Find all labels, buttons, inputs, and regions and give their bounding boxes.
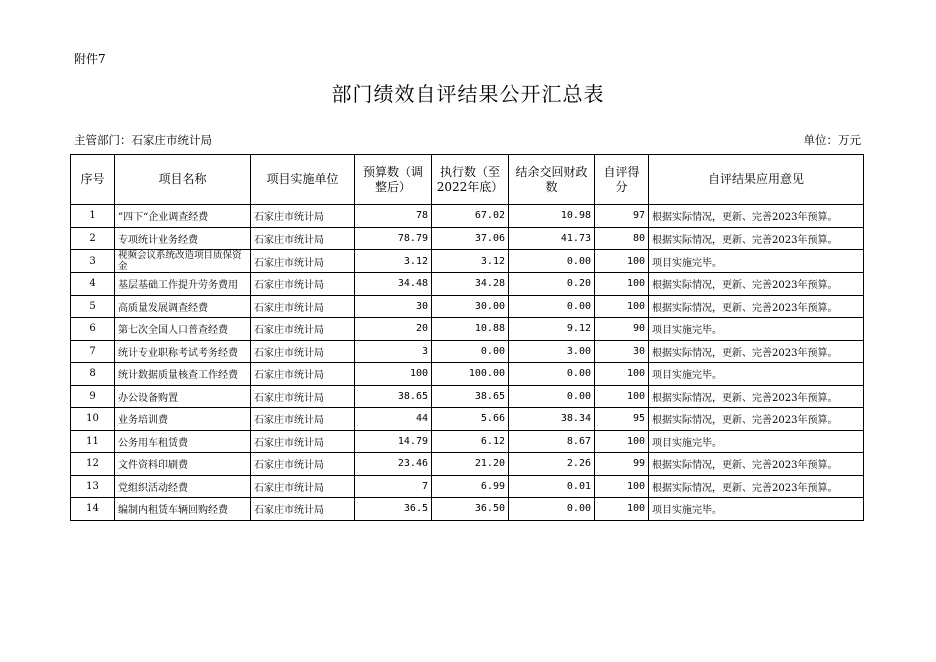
cell-idx: 4 bbox=[71, 273, 115, 296]
cell-unit: 石家庄市统计局 bbox=[251, 430, 355, 453]
cell-score: 100 bbox=[595, 295, 649, 318]
cell-unit: 石家庄市统计局 bbox=[251, 340, 355, 363]
cell-unit: 石家庄市统计局 bbox=[251, 273, 355, 296]
cell-opinion: 根据实际情况，更新、完善2023年预算。 bbox=[649, 205, 864, 228]
cell-executed: 3.12 bbox=[432, 250, 509, 273]
cell-returned: 38.34 bbox=[509, 408, 595, 431]
cell-unit: 石家庄市统计局 bbox=[251, 453, 355, 476]
cell-budget: 30 bbox=[355, 295, 432, 318]
cell-opinion: 项目实施完毕。 bbox=[649, 430, 864, 453]
cell-opinion: 项目实施完毕。 bbox=[649, 318, 864, 341]
header-unit: 项目实施单位 bbox=[251, 155, 355, 205]
table-row bbox=[71, 205, 864, 228]
table-row bbox=[71, 318, 864, 341]
cell-project-name: 统计专业职称考试考务经费 bbox=[115, 340, 251, 363]
cell-unit: 石家庄市统计局 bbox=[251, 227, 355, 250]
cell-budget: 78 bbox=[355, 205, 432, 228]
cell-budget: 20 bbox=[355, 318, 432, 341]
cell-unit: 石家庄市统计局 bbox=[251, 408, 355, 431]
cell-budget: 3 bbox=[355, 340, 432, 363]
cell-executed: 100.00 bbox=[432, 363, 509, 386]
cell-idx: 9 bbox=[71, 385, 115, 408]
cell-budget: 36.5 bbox=[355, 498, 432, 521]
table-row bbox=[71, 340, 864, 363]
cell-idx: 12 bbox=[71, 453, 115, 476]
cell-idx: 7 bbox=[71, 340, 115, 363]
cell-idx: 11 bbox=[71, 430, 115, 453]
cell-executed: 0.00 bbox=[432, 340, 509, 363]
table-row bbox=[71, 385, 864, 408]
cell-returned: 41.73 bbox=[509, 227, 595, 250]
cell-executed: 21.20 bbox=[432, 453, 509, 476]
cell-executed: 6.99 bbox=[432, 475, 509, 498]
cell-returned: 0.00 bbox=[509, 385, 595, 408]
cell-returned: 9.12 bbox=[509, 318, 595, 341]
header-executed: 执行数（至2022年底） bbox=[432, 155, 509, 205]
cell-returned: 0.00 bbox=[509, 250, 595, 273]
table-row bbox=[71, 430, 864, 453]
cell-score: 100 bbox=[595, 430, 649, 453]
cell-opinion: 根据实际情况，更新、完善2023年预算。 bbox=[649, 408, 864, 431]
cell-idx: 6 bbox=[71, 318, 115, 341]
table-row bbox=[71, 453, 864, 476]
cell-opinion: 根据实际情况，更新、完善2023年预算。 bbox=[649, 227, 864, 250]
cell-unit: 石家庄市统计局 bbox=[251, 385, 355, 408]
cell-score: 100 bbox=[595, 385, 649, 408]
cell-opinion: 根据实际情况，更新、完善2023年预算。 bbox=[649, 475, 864, 498]
cell-budget: 14.79 bbox=[355, 430, 432, 453]
table-row bbox=[71, 273, 864, 296]
cell-opinion: 项目实施完毕。 bbox=[649, 498, 864, 521]
cell-score: 100 bbox=[595, 273, 649, 296]
cell-budget: 7 bbox=[355, 475, 432, 498]
cell-opinion: 根据实际情况，更新、完善2023年预算。 bbox=[649, 273, 864, 296]
attachment-label: 附件7 bbox=[74, 52, 106, 66]
header-score: 自评得分 bbox=[595, 155, 649, 205]
cell-opinion: 项目实施完毕。 bbox=[649, 363, 864, 386]
cell-idx: 3 bbox=[71, 250, 115, 273]
cell-project-name: ”四下“企业调查经费 bbox=[115, 205, 251, 228]
cell-project-name: 编制内租赁车辆回购经费 bbox=[115, 498, 251, 521]
cell-score: 100 bbox=[595, 250, 649, 273]
header-opinion: 自评结果应用意见 bbox=[649, 155, 864, 205]
cell-returned: 0.00 bbox=[509, 363, 595, 386]
cell-returned: 0.01 bbox=[509, 475, 595, 498]
cell-budget: 3.12 bbox=[355, 250, 432, 273]
cell-opinion: 根据实际情况，更新、完善2023年预算。 bbox=[649, 453, 864, 476]
cell-opinion: 根据实际情况，更新、完善2023年预算。 bbox=[649, 385, 864, 408]
table-header-row bbox=[71, 155, 864, 205]
cell-idx: 2 bbox=[71, 227, 115, 250]
cell-unit: 石家庄市统计局 bbox=[251, 498, 355, 521]
cell-executed: 30.00 bbox=[432, 295, 509, 318]
cell-returned: 0.00 bbox=[509, 498, 595, 521]
cell-project-name: 专项统计业务经费 bbox=[115, 227, 251, 250]
header-name: 项目名称 bbox=[115, 155, 251, 205]
cell-returned: 0.20 bbox=[509, 273, 595, 296]
cell-project-name: 党组织活动经费 bbox=[115, 475, 251, 498]
cell-budget: 78.79 bbox=[355, 227, 432, 250]
cell-idx: 1 bbox=[71, 205, 115, 228]
cell-score: 100 bbox=[595, 363, 649, 386]
cell-project-name: 业务培训费 bbox=[115, 408, 251, 431]
cell-unit: 石家庄市统计局 bbox=[251, 295, 355, 318]
cell-score: 95 bbox=[595, 408, 649, 431]
cell-executed: 10.88 bbox=[432, 318, 509, 341]
cell-returned: 2.26 bbox=[509, 453, 595, 476]
table-row bbox=[71, 475, 864, 498]
cell-project-name: 视频会议系统改造项目质保资金 bbox=[115, 250, 251, 273]
cell-returned: 10.98 bbox=[509, 205, 595, 228]
cell-score: 97 bbox=[595, 205, 649, 228]
cell-score: 100 bbox=[595, 498, 649, 521]
cell-idx: 10 bbox=[71, 408, 115, 431]
table-row bbox=[71, 295, 864, 318]
cell-executed: 5.66 bbox=[432, 408, 509, 431]
header-returned: 结余交回财政数 bbox=[509, 155, 595, 205]
cell-budget: 100 bbox=[355, 363, 432, 386]
cell-score: 90 bbox=[595, 318, 649, 341]
cell-executed: 34.28 bbox=[432, 273, 509, 296]
cell-project-name: 基层基础工作提升劳务费用 bbox=[115, 273, 251, 296]
header-idx: 序号 bbox=[71, 155, 115, 205]
cell-unit: 石家庄市统计局 bbox=[251, 250, 355, 273]
cell-score: 99 bbox=[595, 453, 649, 476]
cell-returned: 3.00 bbox=[509, 340, 595, 363]
cell-opinion: 根据实际情况，更新、完善2023年预算。 bbox=[649, 295, 864, 318]
cell-returned: 8.67 bbox=[509, 430, 595, 453]
cell-budget: 23.46 bbox=[355, 453, 432, 476]
cell-opinion: 项目实施完毕。 bbox=[649, 250, 864, 273]
cell-returned: 0.00 bbox=[509, 295, 595, 318]
cell-score: 30 bbox=[595, 340, 649, 363]
table-row bbox=[71, 227, 864, 250]
cell-score: 80 bbox=[595, 227, 649, 250]
table-row bbox=[71, 250, 864, 273]
cell-executed: 37.06 bbox=[432, 227, 509, 250]
cell-project-name: 第七次全国人口普查经费 bbox=[115, 318, 251, 341]
cell-budget: 38.65 bbox=[355, 385, 432, 408]
cell-project-name: 公务用车租赁费 bbox=[115, 430, 251, 453]
cell-project-name: 办公设备购置 bbox=[115, 385, 251, 408]
table-row bbox=[71, 498, 864, 521]
cell-idx: 13 bbox=[71, 475, 115, 498]
cell-idx: 5 bbox=[71, 295, 115, 318]
cell-budget: 44 bbox=[355, 408, 432, 431]
cell-unit: 石家庄市统计局 bbox=[251, 318, 355, 341]
cell-executed: 67.02 bbox=[432, 205, 509, 228]
cell-budget: 34.48 bbox=[355, 273, 432, 296]
table-row bbox=[71, 408, 864, 431]
cell-project-name: 统计数据质量核查工作经费 bbox=[115, 363, 251, 386]
cell-unit: 石家庄市统计局 bbox=[251, 363, 355, 386]
cell-executed: 38.65 bbox=[432, 385, 509, 408]
cell-opinion: 根据实际情况，更新、完善2023年预算。 bbox=[649, 340, 864, 363]
cell-unit: 石家庄市统计局 bbox=[251, 205, 355, 228]
cell-score: 100 bbox=[595, 475, 649, 498]
cell-project-name: 高质量发展调查经费 bbox=[115, 295, 251, 318]
page-title: 部门绩效自评结果公开汇总表 bbox=[331, 82, 605, 106]
department-label: 主管部门：石家庄市统计局 bbox=[74, 133, 212, 147]
cell-executed: 36.50 bbox=[432, 498, 509, 521]
cell-unit: 石家庄市统计局 bbox=[251, 475, 355, 498]
cell-project-name: 文件资料印刷费 bbox=[115, 453, 251, 476]
header-budget: 预算数（调整后） bbox=[355, 155, 432, 205]
table-row bbox=[71, 363, 864, 386]
summary-table bbox=[70, 154, 864, 521]
cell-executed: 6.12 bbox=[432, 430, 509, 453]
unit-label: 单位：万元 bbox=[803, 133, 861, 147]
cell-idx: 8 bbox=[71, 363, 115, 386]
cell-idx: 14 bbox=[71, 498, 115, 521]
